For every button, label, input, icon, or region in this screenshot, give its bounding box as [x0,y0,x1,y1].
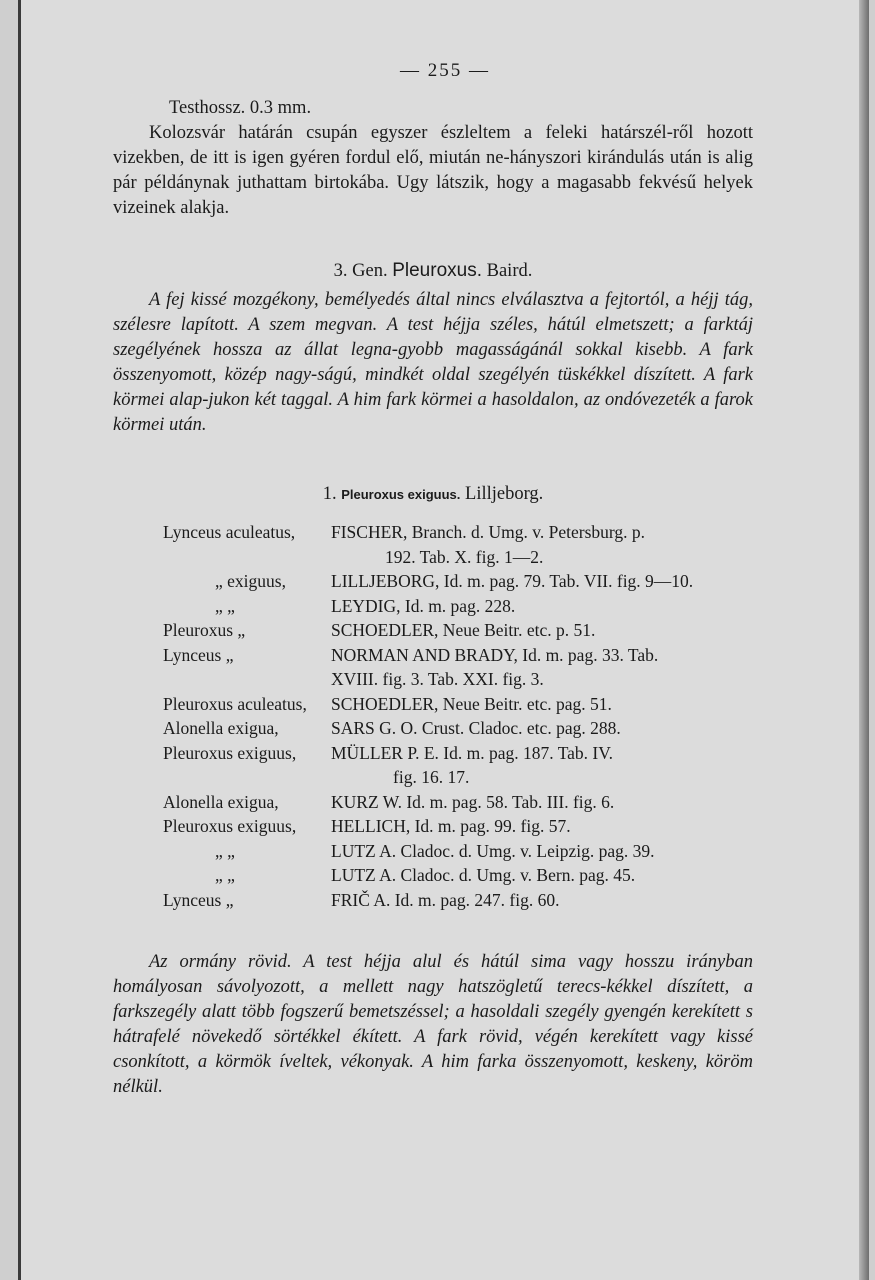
synonymy-row [163,545,783,570]
synonym-reference: LUTZ A. Cladoc. d. Umg. v. Bern. pag. 45. [331,865,636,885]
synonym-reference: MÜLLER P. E. Id. m. pag. 187. Tab. IV. [331,742,614,763]
synonym-name: Pleuroxus exiguus, [163,742,297,763]
synonym-reference: LUTZ A. Cladoc. d. Umg. v. Leipzig. pag. 39. [331,840,655,861]
synonym-reference: SARS G. O. Crust. Cladoc. etc. pag. 288. [331,718,621,738]
synonymy-row [163,814,783,839]
synonymy-row [163,520,783,545]
genus-author: Baird. [486,261,533,281]
synonym-name: Lynceus „ [163,644,234,665]
synonymy-row [163,569,783,594]
synonym-name: Lynceus aculeatus, [163,522,296,542]
genus-diagnosis-block [113,288,753,438]
species-description-block [113,950,753,1100]
synonym-reference: fig. 16. 17. [393,767,470,787]
size-line: Testhossz. 0.3 mm. [169,98,312,118]
species-name: Pleuroxus exiguus. [341,487,461,502]
synonym-name [163,667,331,692]
synonym-reference: LEYDIG, Id. m. pag. 228. [331,595,516,616]
synonym-reference: NORMAN AND BRADY, Id. m. pag. 33. Tab. [331,644,659,665]
book-page [18,0,869,1280]
genus-number: 3. Gen. [333,261,388,281]
locality-paragraph: Kolozsvár határán csupán egyszer észleltem a feleki határszél-ről hozott vizekben, de itt is igen gyéren fordul elő, miután ne-hányszori kirándulás után is alig pár példánynak juthattam birtokába. Ugy látszik, hogy a magasabb fekvésű helyek vizeinek alakja. [113,123,753,218]
synonymy-row [163,839,783,864]
synonym-reference: FRIČ A. Id. m. pag. 247. fig. 60. [331,889,560,910]
synonym-name: Pleuroxus exiguus, [163,816,297,836]
synonym-reference: 192. Tab. X. fig. 1—2. [385,546,544,567]
synonym-reference: HELLICH, Id. m. pag. 99. fig. 57. [331,816,571,836]
synonymy-row [163,643,783,668]
synonym-reference: FISCHER, Branch. d. Umg. v. Petersburg. p. [331,522,646,542]
synonymy-row [163,618,783,643]
synonymy-row [163,594,783,619]
synonymy-row [163,888,783,913]
species-description: Az ormány rövid. A test héjja alul és hátúl sima vagy hosszu irányban homályosan sávolyozott, a mellett nagy hatszögletű terecs-kékkel díszített, a farkszegély alatt több fogszerű bemetszéssel; a hasoldali szegély gyengén kerekített s hátrafelé növekedő sörtékkel ékített. A fark rövid, végén kerekített vagy kissé csonkított, a körmök íveltek, vékonyak. A him farka összenyomott, keskeny, köröm nélkül. [113,952,753,1097]
synonym-name: Pleuroxus „ [163,620,246,640]
synonym-name: „ „ [215,865,235,885]
synonymy-row [163,741,783,766]
synonym-reference: XVIII. fig. 3. Tab. XXI. fig. 3. [331,669,544,689]
synonym-name: „ exiguus, [215,571,286,591]
genus-heading [113,260,753,282]
synonymy-list [163,520,783,912]
synonym-reference: SCHOEDLER, Neue Beitr. etc. pag. 51. [331,693,612,714]
synonym-name [163,545,331,570]
genus-diagnosis: A fej kissé mozgékony, bemélyedés által nincs elválasztva a fejtortól, a héjj tág, szélesre lapított. A szem megvan. A test héjja széles, hátúl elmetszett; a farktáj szegélyének hossza az állat legna-gyobb magasságánál sokkal kisebb. A fark összenyomott, közép nagy-ságú, mindkét oldal szegélyén tüskékkel díszített. A fark körmei alap-jukon két taggal. A him fark körmei a hasoldalon, az ondóvezeték a farok körmei után. [113,290,753,435]
synonym-name [163,765,331,790]
synonym-name: Alonella exigua, [163,791,279,812]
synonym-name: „ „ [215,840,235,861]
synonym-name: Lynceus „ [163,889,234,910]
synonym-reference: SCHOEDLER, Neue Beitr. etc. p. 51. [331,620,596,640]
synonym-name: Alonella exigua, [163,718,279,738]
intro-block [113,96,753,221]
species-heading [113,484,753,505]
synonymy-row [163,790,783,815]
synonymy-row [163,716,783,741]
synonymy-row [163,765,783,790]
synonym-reference: KURZ W. Id. m. pag. 58. Tab. III. fig. 6. [331,791,615,812]
synonymy-row [163,692,783,717]
genus-name: Pleuroxus. [392,260,482,281]
synonymy-row [163,667,783,692]
synonym-name: „ „ [215,595,235,616]
page-edge-shadow [859,0,869,1280]
page-number: — 255 — [400,60,490,81]
species-author: Lilljeborg. [465,484,544,504]
synonym-name: Pleuroxus aculeatus, [163,693,307,714]
synonymy-row [163,863,783,888]
species-number: 1. [322,484,337,504]
synonym-reference: LILLJEBORG, Id. m. pag. 79. Tab. VII. fig. 9—10. [331,571,694,591]
